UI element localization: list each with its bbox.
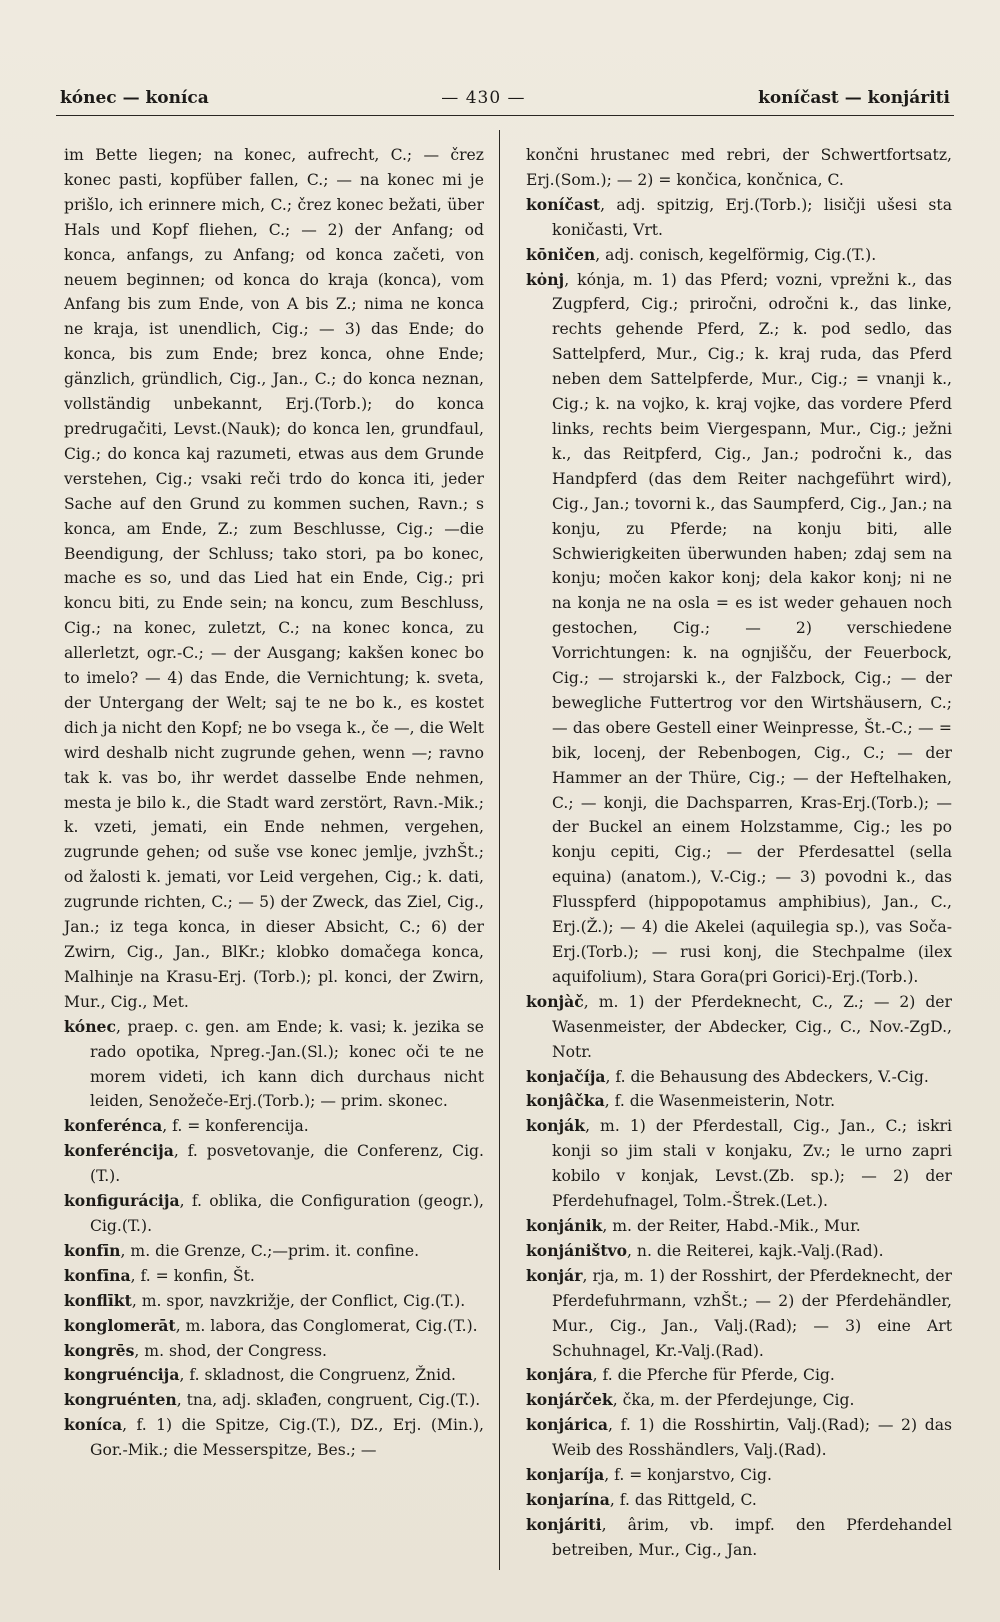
- header-right-guideword: koníčast — konjáriti: [758, 88, 950, 108]
- dictionary-entry: koníca, f. 1) die Spitze, Cig.(T.), DZ., Erj. (Min.), Gor.-Mik.; die Messerspitze, Bes.; —: [64, 1415, 484, 1460]
- headword: konjára: [526, 1365, 593, 1385]
- dictionary-entry: konglomerāt, m. labora, das Conglomerat, Cig.(T.).: [64, 1315, 478, 1335]
- dictionary-entry: konjáništvo, n. die Reiterei, kajk.-Valj.(Rad).: [526, 1240, 884, 1260]
- headword: konfigurácija: [64, 1191, 180, 1211]
- column-divider: [499, 130, 500, 1570]
- dictionary-entry: konflīkt, m. spor, navzkrižje, der Conflict, Cig.(T.).: [64, 1290, 466, 1310]
- headword: konjaríja: [526, 1465, 605, 1485]
- headword: koníca: [64, 1415, 123, 1435]
- dictionary-entry: konjánik, m. der Reiter, Habd.-Mik., Mur.: [526, 1215, 861, 1235]
- dictionary-entry: kongruénten, tna, adj. sklađen, congruent, Cig.(T.).: [64, 1390, 481, 1410]
- left-column: [64, 143, 484, 1463]
- headword: konjarína: [526, 1489, 610, 1509]
- dictionary-entry: kónec, praep. c. gen. am Ende; k. vasi; k. jezika se rado opotika, Npreg.-Jan.(Sl.); konec oči te ne morem videti, ich kann dich durchaus nicht leiden, Senožeče-Erj.(Torb.); — prim. skonec.: [64, 1016, 484, 1111]
- dictionary-entry: kōničen, adj. conisch, kegelförmig, Cig.(T.).: [526, 244, 877, 264]
- dictionary-entry: konjàč, m. 1) der Pferdeknecht, C., Z.; — 2) der Wasenmeister, der Abdecker, Cig., C., Nov.-ZgD., Notr.: [526, 991, 952, 1061]
- dictionary-entry: konják, m. 1) der Pferdestall, Cig., Jan., C.; iskri konji so jim stali v konjaku, Zv.; le urno zapri kobilo v konjak, Levst.(Zb. sp.); — 2) der Pferdehufnagel, Tolm.-Štrek.(Let.).: [526, 1116, 952, 1211]
- headword: konflīkt: [64, 1290, 132, 1310]
- headword: konjárček: [526, 1390, 613, 1410]
- dictionary-entry: konjár, rja, m. 1) der Rosshirt, der Pferdeknecht, der Pferdefuhrmann, vzhŠt.; — 2) der Pferdehändler, Mur., Cig., Jan., Valj.(Rad); — 3) eine Art Schuhnagel, Kr.-Valj.(Rad).: [526, 1265, 952, 1360]
- headword: konjáriti: [526, 1514, 602, 1534]
- running-header: [60, 80, 950, 116]
- dictionary-entry: konferénca, f. = konferencija.: [64, 1116, 309, 1136]
- dictionary-entry: konjačíja, f. die Behausung des Abdeckers, V.-Cig.: [526, 1066, 929, 1086]
- dictionary-entry: konjaríja, f. = konjarstvo, Cig.: [526, 1465, 772, 1485]
- headword: kongruéncija: [64, 1365, 180, 1385]
- dictionary-entry: konjárček, čka, m. der Pferdejunge, Cig.: [526, 1390, 855, 1410]
- dictionary-entry: konfigurácija, f. oblika, die Configuration (geogr.), Cig.(T.).: [64, 1191, 484, 1235]
- headword: konfīn: [64, 1240, 121, 1260]
- dictionary-entry: konfīna, f. = konfin, Št.: [64, 1265, 255, 1285]
- page-number: — 430 —: [441, 88, 526, 108]
- dictionary-entry: konjára, f. die Pferche für Pferde, Cig.: [526, 1365, 835, 1385]
- headword: konjánik: [526, 1215, 603, 1235]
- dictionary-entry: konjáriti, ârim, vb. impf. den Pferdehandel betreiben, Mur., Cig., Jan.: [526, 1514, 952, 1559]
- dictionary-entry: im Bette liegen; na konec, aufrecht, C.; — črez konec pasti, kopfüber fallen, C.; — na konec mi je prišlo, ich erinnere mich, C.; črez konec bežati, über Hals und Kopf fliehen, C.; — 2) der Anfang; od konca, anfangs, zu Anfang; od konca začeti, von neuem beginnen; od konca do kraja (konca), vom Anfang bis zum Ende, von A bis Z.; nima ne konca ne kraja, ist unendlich, Cig.; — 3) das Ende; do konca, bis zum Ende; brez konca, ohne Ende; gänzlich, gründlich, Cig., Jan., C.; do konca neznan, vollständig unbekannt, Erj.(Torb.); do konca predrugačiti, Levst.(Nauk); do konca len, grundfaul, Cig.; do konca kaj razumeti, etwas aus dem Grunde verstehen, Cig.; vsaki reči trdo do konca iti, jeder Sache auf den Grund zu kommen suchen, Ravn.; s konca, am Ende, Z.; zum Beschlusse, Cig.; —die Beendigung, der Schluss; tako stori, pa bo konec, mache es so, und das Lied hat ein Ende, Cig.; pri koncu biti, zu Ende sein; na koncu, zum Beschluss, Cig.; na konec, zuletzt, C.; na konec konca, zu allerletzt, ogr.-C.; — der Ausgang; kakšen konec bo to imelo? — 4) das Ende, die Vernichtung; k. sveta, der Untergang der Welt; saj te ne bo k., es kostet dich ja nicht den Kopf; ne bo vsega k., če —, die Welt wird deshalb nicht zugrunde gehen, wenn —; ravno tak k. vas bo, ihr werdet dasselbe Ende nehmen, mesta je bilo k., die Stadt ward zerstört, Ravn.-Mik.; k. vzeti, jemati, ein Ende nehmen, vergehen, zugrunde gehen; od suše vse konec jemlje, jvzhŠt.; od žalosti k. jemati, vor Leid vergehen, Cig.; k. dati, zugrunde richten, C.; — 5) der Zweck, das Ziel, Cig., Jan.; iz tega konca, in dieser Absicht, C.; 6) der Zwirn, Cig., Jan., BlKr.; klobko domačega konca, Malhinje na Krasu-Erj. (Torb.); pl. konci, der Zwirn, Mur., Cig., Met.: [64, 146, 484, 1011]
- headword: koníčast: [526, 194, 601, 214]
- header-left-guideword: kónec — koníca: [60, 88, 209, 108]
- dictionary-entry: konferéncija, f. posvetovanje, die Conferenz, Cig.(T.).: [64, 1141, 484, 1186]
- headword: konferénca: [64, 1116, 163, 1136]
- headword: kȯnj: [526, 269, 565, 289]
- right-column: [526, 143, 952, 1563]
- headword: konjáništvo: [526, 1240, 627, 1260]
- headword: konglomerāt: [64, 1315, 176, 1335]
- headword: kōničen: [526, 244, 596, 264]
- headword: konjâčka: [526, 1091, 605, 1111]
- headword: konjárica: [526, 1415, 609, 1435]
- header-rule: [56, 115, 954, 116]
- headword: konfīna: [64, 1265, 131, 1285]
- dictionary-entry: kongruéncija, f. skladnost, die Congruenz, Žnid.: [64, 1365, 457, 1385]
- headword: konják: [526, 1116, 586, 1136]
- headword: kongruénten: [64, 1390, 177, 1410]
- headword: konjàč: [526, 991, 584, 1011]
- dictionary-entry: konjárica, f. 1) die Rosshirtin, Valj.(Rad); — 2) das Weib des Rosshändlers, Valj.(Rad).: [526, 1415, 952, 1460]
- dictionary-entry: konjâčka, f. die Wasenmeisterin, Notr.: [526, 1091, 836, 1111]
- dictionary-entry: konfīn, m. die Grenze, C.;—prim. it. confine.: [64, 1240, 420, 1260]
- headword: konjár: [526, 1265, 583, 1285]
- headword: konjačíja: [526, 1066, 606, 1086]
- dictionary-entry: končni hrustanec med rebri, der Schwertfortsatz, Erj.(Som.); — 2) = končica, končnica, C.: [526, 146, 952, 189]
- dictionary-entry: kongrēs, m. shod, der Congress.: [64, 1340, 327, 1360]
- headword: kónec: [64, 1016, 116, 1036]
- dictionary-entry: kȯnj, kónja, m. 1) das Pferd; vozni, vprežni k., das Zugpferd, Cig.; priročni, odročni k., das linke, rechts gehende Pferd, Z.; k. pod sedlo, das Sattelpferd, Mur., Cig.; k. kraj ruda, das Pferd neben dem Sattelpferde, Mur., Cig.; = vnanji k., Cig.; k. na vojko, k. kraj vojke, das vordere Pferd links, rechts beim Viergespann, Mur., Cig.; ježni k., das Reitpferd, Cig., Jan.; področni k., das Handpferd (das dem Reiter nachgeführt wird), Cig., Jan.; tovorni k., das Saumpferd, Cig., Jan.; na konju, zu Pferde; na konju biti, alle Schwierigkeiten überwunden haben; zdaj sem na konju; močen kakor konj; dela kakor konj; ni ne na konja ne na osla = es ist weder gehauen noch gestochen, Cig.; — 2) verschiedene Vorrichtungen: k. na ognjišču, der Feuerbock, Cig.; — strojarski k., der Falzbock, Cig.; — der bewegliche Futtertrog vor den Wirtshäusern, C.; — das obere Gestell einer Weinpresse, Št.-C.; — = bik, locenj, der Rebenbogen, Cig., C.; — der Hammer an der Thüre, Cig.; — der Heftelhaken, C.; — konji, die Dachsparren, Kras-Erj.(Torb.); — der Buckel an einem Holzstamme, Cig.; les po konju cepiti, Cig.; — der Pferdesattel (sella equina) (anatom.), V.-Cig.; — 3) povodni k., das Flusspferd (hippopotamus amphibius), Jan., C., Erj.(Ž.); — 4) die Akelei (aquilegia sp.), vas Soča-Erj.(Torb.); — rusi konj, die Stechpalme (ilex aquifolium), Stara Gora(pri Gorici)-Erj.(Torb.).: [526, 269, 952, 986]
- headword: kongrēs: [64, 1340, 135, 1360]
- dictionary-entry: koníčast, adj. spitzig, Erj.(Torb.); lisičji ušesi sta koničasti, Vrt.: [526, 194, 952, 239]
- dictionary-entry: konjarína, f. das Rittgeld, C.: [526, 1489, 757, 1509]
- headword: konferéncija: [64, 1141, 174, 1161]
